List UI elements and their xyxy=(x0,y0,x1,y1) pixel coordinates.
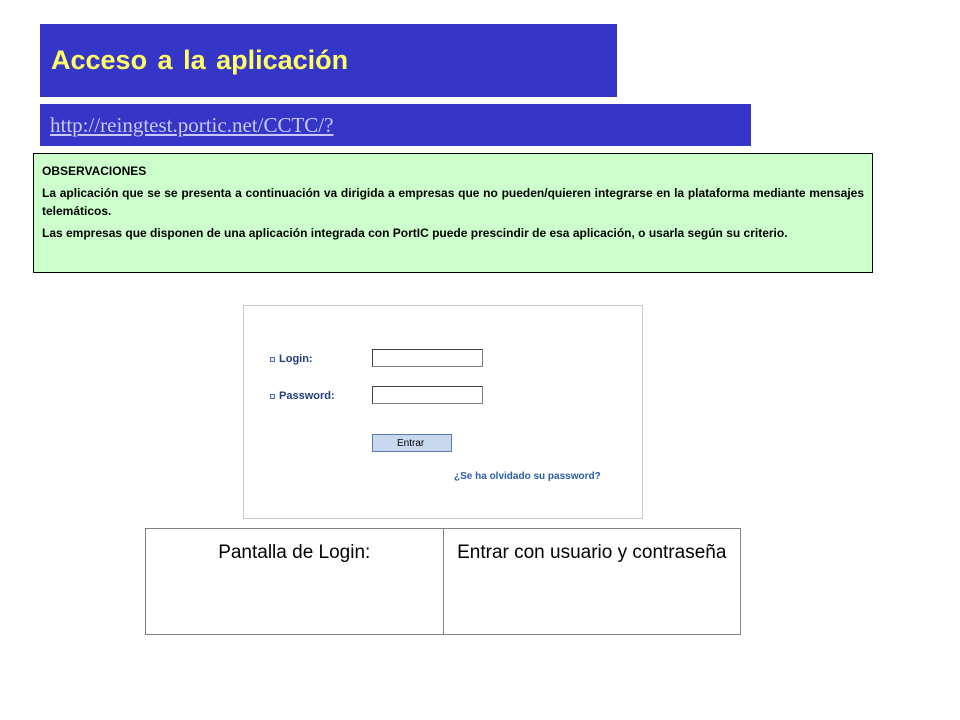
login-row xyxy=(270,353,313,365)
caption-right-cell: Entrar con usuario y contraseña xyxy=(443,529,741,635)
bullet-icon xyxy=(270,394,275,399)
observations-heading: OBSERVACIONES xyxy=(42,164,147,178)
password-row xyxy=(270,390,335,402)
caption-row xyxy=(146,529,741,635)
observations-paragraph-1: La aplicación que se se presenta a continuación va dirigida a empresas que no pueden/quieren integrarse en la plataforma mediante mensajes telemáticos. xyxy=(42,186,864,218)
login-panel xyxy=(243,305,643,519)
password-input[interactable] xyxy=(372,386,483,404)
enter-button[interactable]: Entrar xyxy=(372,434,452,452)
password-label: Password: xyxy=(279,390,335,402)
observations-paragraph-2: Las empresas que disponen de una aplicación integrada con PortIC puede prescindir de esa aplicación, o usarla según su criterio. xyxy=(42,226,788,240)
observations-box xyxy=(33,153,873,273)
url-banner xyxy=(40,104,751,146)
login-input[interactable] xyxy=(372,349,483,367)
caption-left-cell: Pantalla de Login: xyxy=(146,529,444,635)
title-banner xyxy=(40,24,617,97)
caption-table xyxy=(145,528,741,635)
slide-title: Acceso a la aplicación xyxy=(51,45,349,75)
application-url-link[interactable]: http://reingtest.portic.net/CCTC/? xyxy=(50,112,334,137)
forgot-password-link[interactable]: ¿Se ha olvidado su password? xyxy=(454,471,601,482)
bullet-icon xyxy=(270,357,275,362)
login-label: Login: xyxy=(279,353,313,365)
